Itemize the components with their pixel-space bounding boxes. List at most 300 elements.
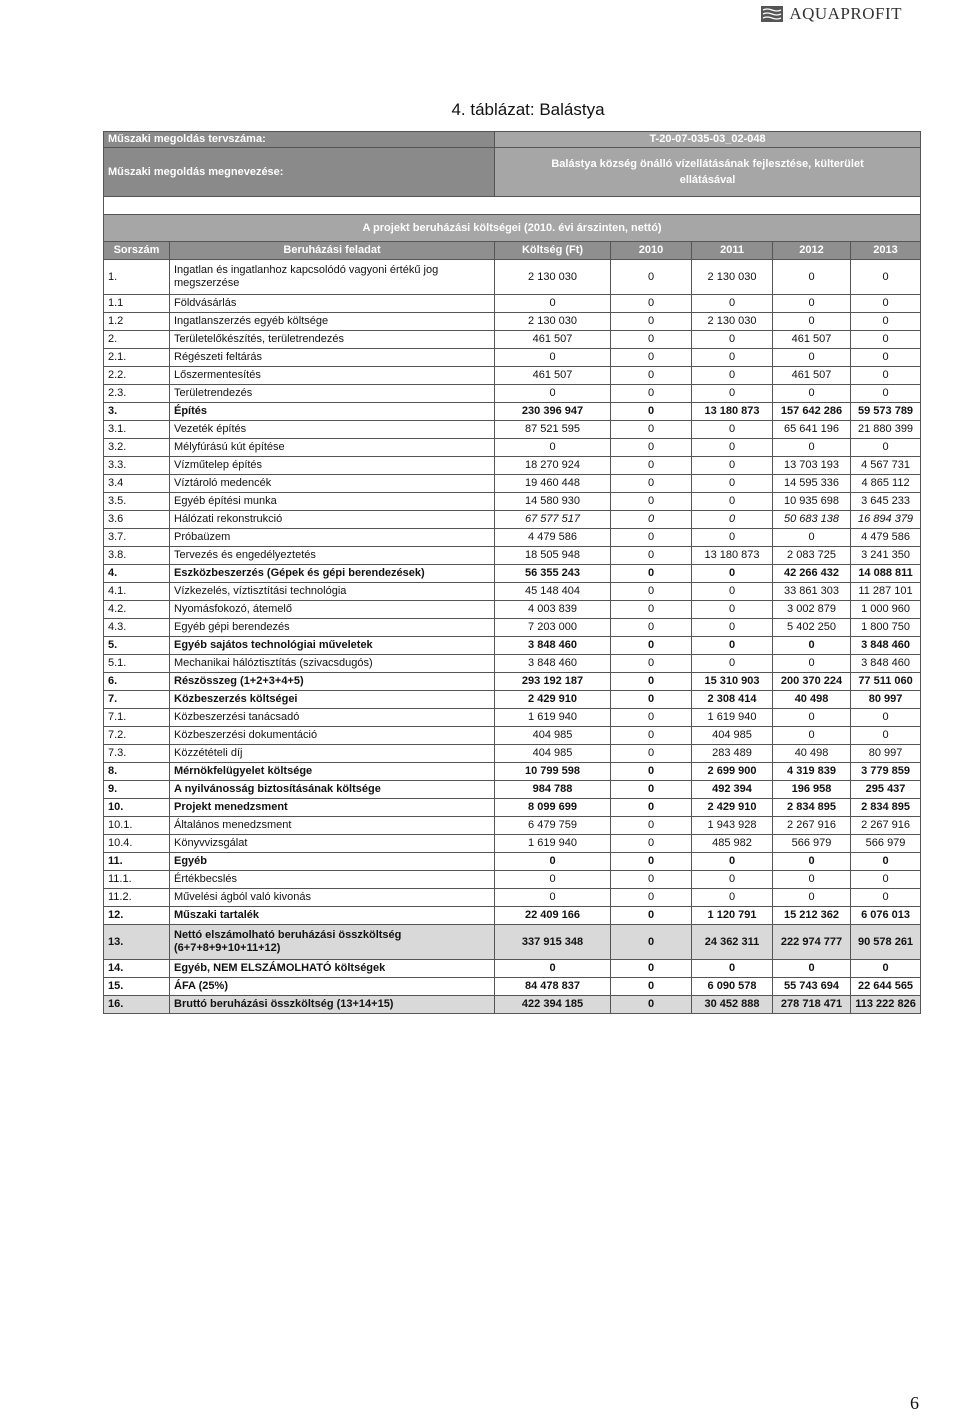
row-label: Közbeszerzés költségei — [170, 691, 495, 709]
row-value: 0 — [773, 871, 851, 889]
row-number: 2. — [104, 331, 170, 349]
row-value: 13 703 193 — [773, 457, 851, 475]
row-value: 0 — [611, 565, 692, 583]
row-number: 7. — [104, 691, 170, 709]
row-number: 10.4. — [104, 835, 170, 853]
table-row — [104, 745, 921, 763]
row-number: 10. — [104, 799, 170, 817]
logo — [761, 4, 902, 24]
row-value: 24 362 311 — [692, 925, 773, 960]
row-value: 0 — [692, 960, 773, 978]
table-row — [104, 295, 921, 313]
row-value: 2 130 030 — [495, 260, 611, 295]
row-label: Könyvvizsgálat — [170, 835, 495, 853]
row-value: 461 507 — [495, 367, 611, 385]
row-value: 295 437 — [851, 781, 921, 799]
row-label: Közzétételi díj — [170, 745, 495, 763]
row-value: 2 429 910 — [692, 799, 773, 817]
row-value: 0 — [692, 511, 773, 529]
row-value: 0 — [773, 385, 851, 403]
row-value: 0 — [611, 295, 692, 313]
row-value: 8 099 699 — [495, 799, 611, 817]
row-value: 0 — [851, 313, 921, 331]
row-value: 90 578 261 — [851, 925, 921, 960]
row-value: 0 — [851, 889, 921, 907]
row-value: 4 567 731 — [851, 457, 921, 475]
row-value: 0 — [773, 349, 851, 367]
section-title-row — [104, 215, 921, 242]
row-value: 0 — [611, 889, 692, 907]
row-value: 0 — [611, 619, 692, 637]
table-row — [104, 493, 921, 511]
row-number: 2.1. — [104, 349, 170, 367]
page-number: 6 — [910, 1393, 919, 1413]
spacer-row — [104, 197, 921, 215]
row-value: 59 573 789 — [851, 403, 921, 421]
row-value: 2 267 916 — [773, 817, 851, 835]
plan-label: Műszaki megoldás tervszáma: — [104, 132, 495, 148]
row-value: 404 985 — [495, 727, 611, 745]
row-number: 16. — [104, 996, 170, 1014]
row-value: 67 577 517 — [495, 511, 611, 529]
row-value: 3 241 350 — [851, 547, 921, 565]
row-value: 14 580 930 — [495, 493, 611, 511]
water-waves-icon — [761, 6, 783, 22]
row-value: 0 — [851, 260, 921, 295]
table-row — [104, 960, 921, 978]
row-value: 55 743 694 — [773, 978, 851, 996]
row-number: 1.2 — [104, 313, 170, 331]
row-value: 22 644 565 — [851, 978, 921, 996]
row-value: 0 — [495, 439, 611, 457]
row-label: Egyéb, NEM ELSZÁMOLHATÓ költségek — [170, 960, 495, 978]
name-label: Műszaki megoldás megnevezése: — [104, 148, 495, 197]
row-value: 404 985 — [692, 727, 773, 745]
row-number: 3.4 — [104, 475, 170, 493]
col-header: 2011 — [692, 242, 773, 260]
row-value: 0 — [773, 313, 851, 331]
row-value: 0 — [851, 709, 921, 727]
table-row — [104, 637, 921, 655]
row-value: 0 — [773, 637, 851, 655]
row-value: 1 000 960 — [851, 601, 921, 619]
row-value: 222 974 777 — [773, 925, 851, 960]
row-number: 1.1 — [104, 295, 170, 313]
row-value: 566 979 — [851, 835, 921, 853]
row-value: 21 880 399 — [851, 421, 921, 439]
row-value: 0 — [611, 331, 692, 349]
row-value: 157 642 286 — [773, 403, 851, 421]
table-row — [104, 727, 921, 745]
row-value: 0 — [611, 835, 692, 853]
table-row — [104, 673, 921, 691]
row-value: 40 498 — [773, 691, 851, 709]
row-value: 0 — [692, 871, 773, 889]
table-row — [104, 996, 921, 1014]
row-number: 7.2. — [104, 727, 170, 745]
row-number: 6. — [104, 673, 170, 691]
row-value: 2 083 725 — [773, 547, 851, 565]
row-label: Vízműtelep építés — [170, 457, 495, 475]
row-value: 1 120 791 — [692, 907, 773, 925]
table-row — [104, 871, 921, 889]
row-value: 0 — [773, 960, 851, 978]
row-value: 16 894 379 — [851, 511, 921, 529]
row-number: 7.1. — [104, 709, 170, 727]
row-value: 0 — [692, 565, 773, 583]
row-value: 15 212 362 — [773, 907, 851, 925]
row-value: 0 — [692, 889, 773, 907]
row-value: 0 — [611, 799, 692, 817]
row-value: 80 997 — [851, 745, 921, 763]
row-label: Nettó elszámolható beruházási összköltség (6+7+8+9+10+11+12) — [170, 925, 495, 960]
row-value: 13 180 873 — [692, 547, 773, 565]
row-value: 0 — [611, 727, 692, 745]
row-value: 2 308 414 — [692, 691, 773, 709]
row-value: 0 — [611, 655, 692, 673]
row-value: 0 — [611, 853, 692, 871]
row-value: 0 — [495, 871, 611, 889]
row-value: 0 — [692, 601, 773, 619]
row-number: 14. — [104, 960, 170, 978]
row-value: 33 861 303 — [773, 583, 851, 601]
table-row — [104, 907, 921, 925]
col-header: 2012 — [773, 242, 851, 260]
row-value: 0 — [611, 673, 692, 691]
row-value: 45 148 404 — [495, 583, 611, 601]
row-number: 4.2. — [104, 601, 170, 619]
row-label: Egyéb építési munka — [170, 493, 495, 511]
row-value: 42 266 432 — [773, 565, 851, 583]
table-row — [104, 331, 921, 349]
row-value: 1 619 940 — [495, 835, 611, 853]
row-label: Részösszeg (1+2+3+4+5) — [170, 673, 495, 691]
row-value: 230 396 947 — [495, 403, 611, 421]
col-header: Sorszám — [104, 242, 170, 260]
row-number: 4.1. — [104, 583, 170, 601]
row-value: 80 997 — [851, 691, 921, 709]
row-value: 0 — [692, 619, 773, 637]
table-row — [104, 709, 921, 727]
table-row — [104, 313, 921, 331]
row-number: 10.1. — [104, 817, 170, 835]
row-value: 15 310 903 — [692, 673, 773, 691]
row-number: 3.5. — [104, 493, 170, 511]
row-value: 485 982 — [692, 835, 773, 853]
plan-row — [104, 132, 921, 148]
table-row — [104, 529, 921, 547]
row-value: 2 429 910 — [495, 691, 611, 709]
row-value: 404 985 — [495, 745, 611, 763]
row-value: 0 — [611, 385, 692, 403]
row-label: Vízkezelés, víztisztítási technológia — [170, 583, 495, 601]
row-value: 0 — [692, 349, 773, 367]
row-value: 461 507 — [495, 331, 611, 349]
row-label: Eszközbeszerzés (Gépek és gépi berendezések) — [170, 565, 495, 583]
row-value: 0 — [495, 385, 611, 403]
row-label: Bruttó beruházási összköltség (13+14+15) — [170, 996, 495, 1014]
row-value: 984 788 — [495, 781, 611, 799]
row-label: Egyéb gépi berendezés — [170, 619, 495, 637]
table-row — [104, 439, 921, 457]
row-value: 0 — [495, 349, 611, 367]
page-title: 4. táblázat: Balástya — [451, 100, 605, 119]
table-row — [104, 763, 921, 781]
row-value: 0 — [692, 385, 773, 403]
row-label: Műszaki tartalék — [170, 907, 495, 925]
row-number: 5.1. — [104, 655, 170, 673]
row-value: 4 479 586 — [851, 529, 921, 547]
row-value: 337 915 348 — [495, 925, 611, 960]
row-label: Víztároló medencék — [170, 475, 495, 493]
table-row — [104, 781, 921, 799]
row-value: 0 — [692, 655, 773, 673]
table-row — [104, 367, 921, 385]
row-number: 3.6 — [104, 511, 170, 529]
name-value: Balástya község önálló vízellátásának fejlesztése, külterület ellátásával — [495, 148, 921, 197]
row-value: 0 — [611, 511, 692, 529]
row-number: 3.1. — [104, 421, 170, 439]
row-value: 0 — [851, 727, 921, 745]
row-value: 0 — [851, 960, 921, 978]
row-value: 0 — [851, 349, 921, 367]
row-value: 0 — [611, 367, 692, 385]
row-value: 3 645 233 — [851, 493, 921, 511]
row-value: 0 — [611, 781, 692, 799]
section-title: A projekt beruházási költségei (2010. évi árszinten, nettó) — [104, 215, 921, 242]
row-number: 3.8. — [104, 547, 170, 565]
row-value: 0 — [773, 295, 851, 313]
row-value: 65 641 196 — [773, 421, 851, 439]
row-label: Nyomásfokozó, átemelő — [170, 601, 495, 619]
row-label: Próbaüzem — [170, 529, 495, 547]
row-value: 0 — [851, 331, 921, 349]
row-number: 11. — [104, 853, 170, 871]
row-value: 0 — [495, 889, 611, 907]
row-value: 0 — [851, 385, 921, 403]
row-value: 4 865 112 — [851, 475, 921, 493]
row-number: 11.2. — [104, 889, 170, 907]
row-value: 1 800 750 — [851, 619, 921, 637]
row-label: Közbeszerzési tanácsadó — [170, 709, 495, 727]
row-value: 84 478 837 — [495, 978, 611, 996]
row-label: Vezeték építés — [170, 421, 495, 439]
row-value: 87 521 595 — [495, 421, 611, 439]
row-number: 3. — [104, 403, 170, 421]
row-value: 2 130 030 — [692, 313, 773, 331]
row-value: 7 203 000 — [495, 619, 611, 637]
row-value: 0 — [851, 439, 921, 457]
row-value: 0 — [692, 493, 773, 511]
row-label: Közbeszerzési dokumentáció — [170, 727, 495, 745]
row-value: 0 — [611, 475, 692, 493]
row-value: 2 267 916 — [851, 817, 921, 835]
row-value: 1 619 940 — [692, 709, 773, 727]
row-value: 0 — [611, 547, 692, 565]
row-value: 0 — [851, 295, 921, 313]
row-number: 5. — [104, 637, 170, 655]
row-value: 461 507 — [773, 367, 851, 385]
row-value: 0 — [851, 871, 921, 889]
row-value: 0 — [611, 601, 692, 619]
row-value: 14 088 811 — [851, 565, 921, 583]
row-label: Egyéb — [170, 853, 495, 871]
table-row — [104, 511, 921, 529]
row-value: 0 — [611, 907, 692, 925]
row-value: 566 979 — [773, 835, 851, 853]
row-value: 18 505 948 — [495, 547, 611, 565]
row-value: 0 — [851, 853, 921, 871]
row-value: 0 — [611, 457, 692, 475]
row-label: Egyéb sajátos technológiai műveletek — [170, 637, 495, 655]
row-label: Mélyfúrású kút építése — [170, 439, 495, 457]
name-row — [104, 148, 921, 197]
table-row — [104, 853, 921, 871]
row-value: 6 090 578 — [692, 978, 773, 996]
table-row — [104, 889, 921, 907]
row-number: 3.3. — [104, 457, 170, 475]
row-label: Ingatlanszerzés egyéb költsége — [170, 313, 495, 331]
row-value: 30 452 888 — [692, 996, 773, 1014]
row-value: 200 370 224 — [773, 673, 851, 691]
row-number: 13. — [104, 925, 170, 960]
row-value: 0 — [611, 313, 692, 331]
row-value: 2 699 900 — [692, 763, 773, 781]
table-row — [104, 475, 921, 493]
row-number: 12. — [104, 907, 170, 925]
cost-table — [103, 131, 921, 1014]
row-value: 3 779 859 — [851, 763, 921, 781]
row-label: Régészeti feltárás — [170, 349, 495, 367]
row-label: Általános menedzsment — [170, 817, 495, 835]
row-value: 0 — [611, 996, 692, 1014]
row-label: Projekt menedzsment — [170, 799, 495, 817]
row-label: Földvásárlás — [170, 295, 495, 313]
row-value: 10 935 698 — [773, 493, 851, 511]
row-value: 4 479 586 — [495, 529, 611, 547]
row-value: 0 — [611, 439, 692, 457]
row-value: 50 683 138 — [773, 511, 851, 529]
row-label: Mérnökfelügyelet költsége — [170, 763, 495, 781]
row-value: 0 — [611, 493, 692, 511]
table-row — [104, 691, 921, 709]
row-value: 461 507 — [773, 331, 851, 349]
row-label: Értékbecslés — [170, 871, 495, 889]
row-value: 0 — [692, 421, 773, 439]
row-value: 0 — [692, 367, 773, 385]
table-row — [104, 601, 921, 619]
row-label: Tervezés és engedélyeztetés — [170, 547, 495, 565]
row-value: 3 848 460 — [851, 655, 921, 673]
row-value: 0 — [692, 295, 773, 313]
row-value: 0 — [611, 871, 692, 889]
table-row — [104, 403, 921, 421]
row-number: 8. — [104, 763, 170, 781]
table-row — [104, 978, 921, 996]
table-row — [104, 260, 921, 295]
row-value: 56 355 243 — [495, 565, 611, 583]
row-value: 0 — [495, 295, 611, 313]
spacer-cell — [104, 197, 921, 215]
row-value: 0 — [611, 421, 692, 439]
row-value: 0 — [851, 367, 921, 385]
row-value: 0 — [773, 260, 851, 295]
row-value: 0 — [692, 331, 773, 349]
row-number: 3.7. — [104, 529, 170, 547]
col-header: Beruházási feladat — [170, 242, 495, 260]
row-value: 4 003 839 — [495, 601, 611, 619]
col-header: 2013 — [851, 242, 921, 260]
row-value: 0 — [611, 637, 692, 655]
row-number: 9. — [104, 781, 170, 799]
row-label: Ingatlan és ingatlanhoz kapcsolódó vagyoni értékű jog megszerzése — [170, 260, 495, 295]
row-value: 0 — [611, 691, 692, 709]
row-value: 13 180 873 — [692, 403, 773, 421]
row-number: 2.3. — [104, 385, 170, 403]
row-value: 0 — [773, 727, 851, 745]
col-header: Költség (Ft) — [495, 242, 611, 260]
row-value: 0 — [611, 763, 692, 781]
row-value: 283 489 — [692, 745, 773, 763]
row-value: 2 834 895 — [773, 799, 851, 817]
column-header-row — [104, 242, 921, 260]
row-value: 22 409 166 — [495, 907, 611, 925]
row-value: 77 511 060 — [851, 673, 921, 691]
row-value: 293 192 187 — [495, 673, 611, 691]
row-value: 4 319 839 — [773, 763, 851, 781]
row-number: 1. — [104, 260, 170, 295]
row-value: 0 — [611, 978, 692, 996]
row-value: 0 — [611, 403, 692, 421]
row-value: 0 — [611, 583, 692, 601]
row-value: 0 — [692, 583, 773, 601]
row-number: 2.2. — [104, 367, 170, 385]
table-row — [104, 817, 921, 835]
row-value: 2 130 030 — [692, 260, 773, 295]
row-value: 6 076 013 — [851, 907, 921, 925]
row-label: Építés — [170, 403, 495, 421]
row-value: 0 — [611, 925, 692, 960]
row-label: ÁFA (25%) — [170, 978, 495, 996]
row-value: 113 222 826 — [851, 996, 921, 1014]
row-number: 4.3. — [104, 619, 170, 637]
row-number: 11.1. — [104, 871, 170, 889]
row-value: 3 848 460 — [495, 637, 611, 655]
row-value: 19 460 448 — [495, 475, 611, 493]
row-value: 18 270 924 — [495, 457, 611, 475]
row-value: 0 — [495, 960, 611, 978]
row-label: Hálózati rekonstrukció — [170, 511, 495, 529]
row-value: 0 — [692, 439, 773, 457]
table-row — [104, 655, 921, 673]
row-value: 0 — [773, 709, 851, 727]
table-row — [104, 565, 921, 583]
row-value: 0 — [611, 349, 692, 367]
row-value: 10 799 598 — [495, 763, 611, 781]
row-number: 15. — [104, 978, 170, 996]
row-value: 0 — [611, 745, 692, 763]
col-header: 2010 — [611, 242, 692, 260]
table-row — [104, 619, 921, 637]
row-value: 0 — [611, 709, 692, 727]
row-label: A nyilvánosság biztosításának költsége — [170, 781, 495, 799]
table-row — [104, 799, 921, 817]
row-value: 6 479 759 — [495, 817, 611, 835]
table-row — [104, 835, 921, 853]
row-label: Területelőkészítés, területrendezés — [170, 331, 495, 349]
row-value: 11 287 101 — [851, 583, 921, 601]
row-value: 0 — [611, 960, 692, 978]
